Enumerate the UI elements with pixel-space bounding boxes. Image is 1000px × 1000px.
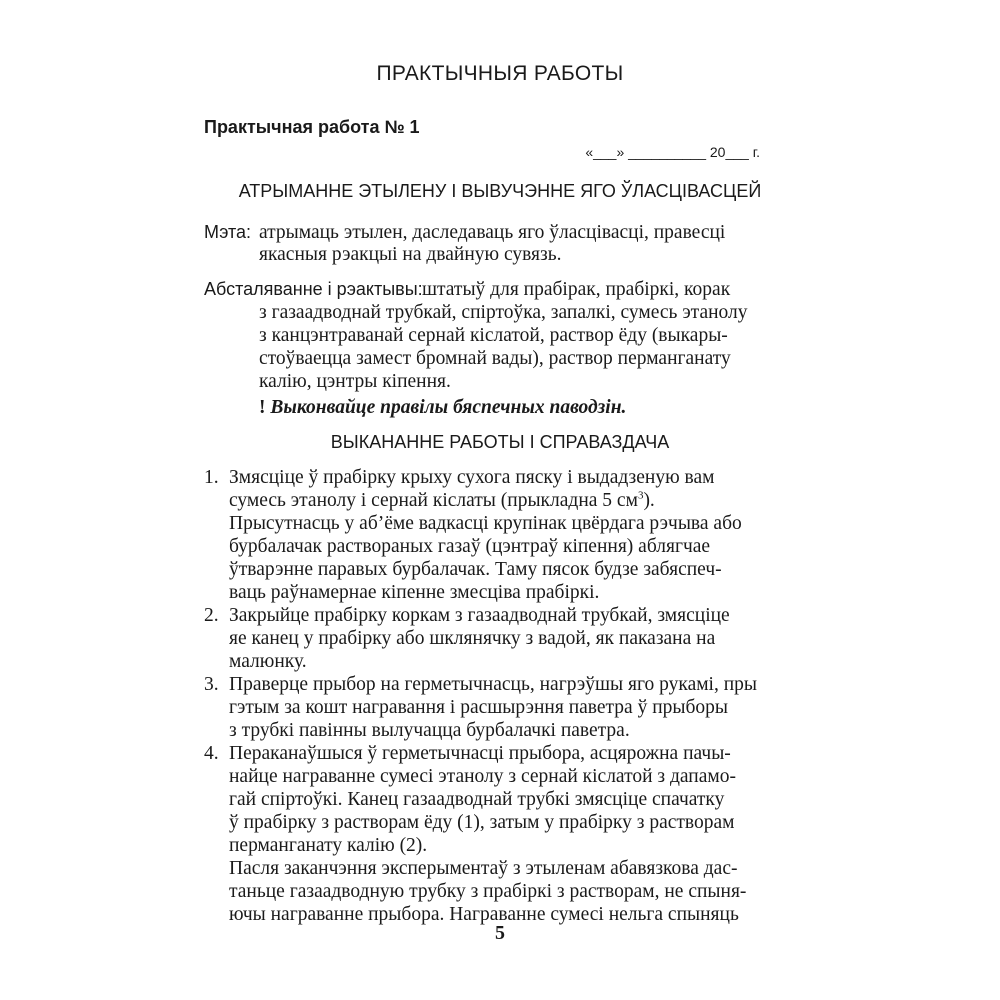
step-line: малюнку.	[229, 651, 307, 672]
step-line: Прысутнасць у аб’ёме вадкасці крупінак цвёрдага рэчыва або	[229, 513, 742, 534]
step-line: Праверце прыбор на герметычнасць, нагрэўшы яго рукамі, пры	[229, 674, 758, 695]
step-number: 4.	[204, 743, 219, 764]
step-number: 3.	[204, 674, 219, 695]
equipment-line: стоўваецца замест бромнай вады), раствор перманганату	[259, 348, 731, 369]
page-number: 5	[495, 922, 505, 944]
equipment-line: з канцэнтраванай сернай кіслатой, раствор ёду (выкары-	[259, 325, 728, 346]
equipment-line: з газаадводнай трубкай, спіртоўка, запалкі, сумесь этанолу	[259, 302, 748, 323]
procedure-heading: ВЫКАНАННЕ РАБОТЫ І СПРАВАЗДАЧА	[330, 432, 670, 452]
step-line: з трубкі павінны вылучацца бурбалачкі паветра.	[229, 720, 630, 741]
safety-warning	[259, 397, 626, 419]
step-line: Змясціце ў прабірку крыху сухога пяску і выдадзеную вам	[229, 467, 715, 488]
step-line	[229, 490, 655, 512]
goal-line: якасныя рэакцыі на двайную сувязь.	[259, 244, 562, 265]
step-line: ваць раўнамернае кіпенне змесціва прабіркі.	[229, 582, 600, 603]
step-number: 1.	[204, 467, 219, 488]
step-line: найце награванне сумесі этанолу з сернай кіслатой з дапамо-	[229, 766, 736, 787]
topic-heading: АТРЫМАННЕ ЭТЫЛЕНУ І ВЫВУЧЭННЕ ЯГО ЎЛАСЦІВАСЦЕЙ	[238, 181, 762, 201]
work-title: Практычная работа № 1	[204, 117, 420, 137]
equipment-label: Абсталяванне і рэактывы:	[204, 279, 423, 299]
equipment-line: калію, цэнтры кіпення.	[259, 371, 451, 392]
goal-line: атрымаць этылен, даследаваць яго ўласцівасці, правесці	[259, 222, 726, 243]
step-line: Закрыйце прабірку коркам з газаадводнай трубкай, змясціце	[229, 605, 730, 626]
step-line: ючы награванне прыбора. Награванне сумесі нельга спыняць	[229, 904, 739, 925]
step-line: гэтым за кошт награвання і расшырэння паветра ў прыборы	[229, 697, 729, 718]
step-line: таньце газаадводную трубку з прабіркі з растворам, не спыня-	[229, 881, 747, 902]
superscript: 3	[637, 489, 644, 502]
date-line: «___» __________ 20___ г.	[585, 144, 760, 160]
step-line-end: ).	[643, 490, 655, 511]
step-line: ўтварэнне паравых бурбалачак. Таму пясок будзе забяспеч-	[229, 559, 722, 580]
step-line: Пасля заканчэння эксперыментаў з этыленам абавязкова дас-	[229, 858, 738, 879]
section-title: ПРАКТЫЧНЫЯ РАБОТЫ	[376, 62, 624, 85]
step-line: Пераканаўшыся ў герметычнасці прыбора, асцярожна пачы-	[229, 743, 731, 764]
equipment-line: штатыў для прабірак, прабіркі, корак	[422, 279, 731, 300]
step-number: 2.	[204, 605, 219, 626]
step-line: бурбалачак раствораных газаў (цэнтраў кіпення) аблягчае	[229, 536, 711, 557]
warning-mark: !	[259, 397, 266, 418]
warning-text: Выконвайце правілы бяспечных паводзін.	[270, 397, 627, 418]
step-line: яе канец у прабірку або шклянячку з вадой, як паказана на	[229, 628, 716, 649]
step-line: гай спіртоўкі. Канец газаадводнай трубкі змясціце спачатку	[229, 789, 725, 810]
step-line: перманганату калію (2).	[229, 835, 428, 856]
goal-label: Мэта:	[204, 222, 252, 242]
step-line: ў прабірку з растворам ёду (1), затым у прабірку з растворам	[229, 812, 735, 833]
step-line-text: сумесь этанолу і сернай кіслаты (прыкладна 5 см	[229, 490, 638, 511]
